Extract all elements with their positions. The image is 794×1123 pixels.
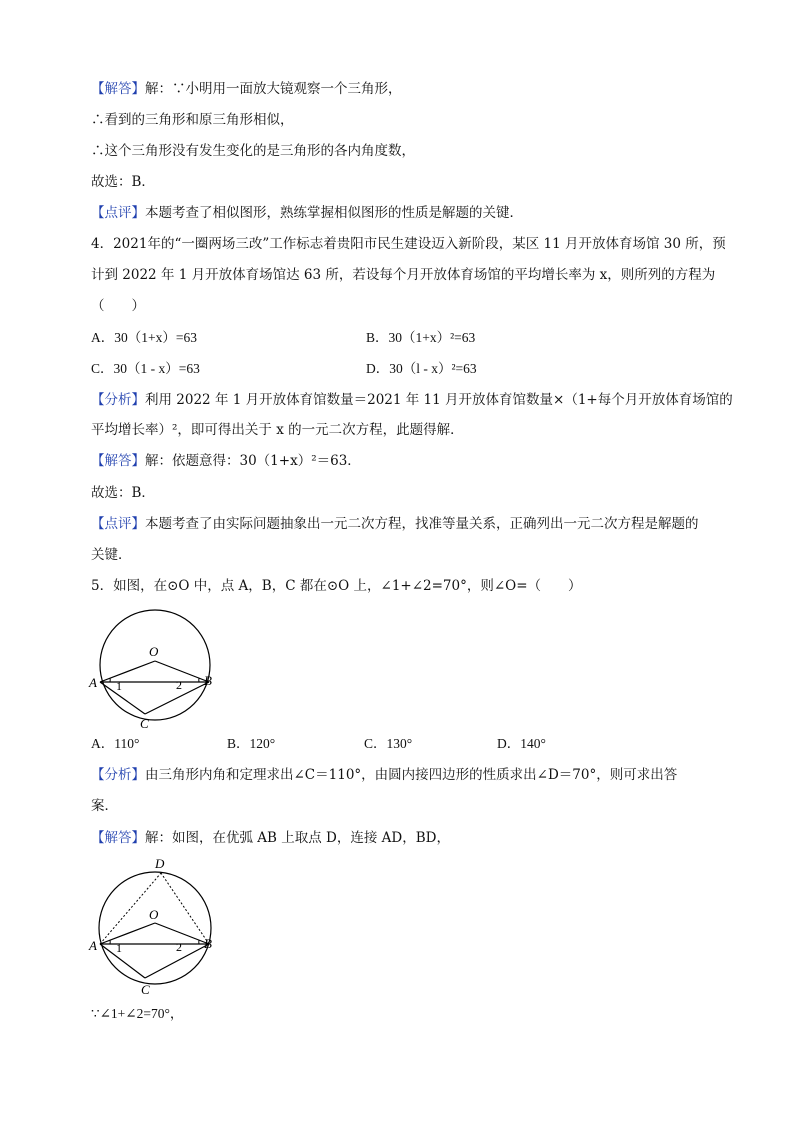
q5-analysis-line-1: 【分析】由三角形内角和定理求出∠C＝110°，由圆内接四边形的性质求出∠D＝70°，则可求出答 xyxy=(91,767,678,783)
analysis-tag: 【分析】 xyxy=(91,767,145,783)
q4-answer: 【解答】解：依题意得：30（1+x）²＝63． xyxy=(91,453,361,469)
circle-o xyxy=(100,610,210,720)
q3-answer-line-1: 【解答】解：∵小明用一面放大镜观察一个三角形， xyxy=(91,81,402,97)
q4-option-c: C．30（1 - x）=63 xyxy=(91,361,200,376)
q3-answer-line-2: ∴看到的三角形和原三角形相似， xyxy=(91,112,294,128)
label-2: 2 xyxy=(176,940,182,954)
label-o: O xyxy=(149,644,159,659)
label-2: 2 xyxy=(176,678,182,692)
q5-option-c: C．130° xyxy=(364,736,413,751)
q5-option-d: D．140° xyxy=(497,736,546,751)
label-1: 1 xyxy=(116,679,122,693)
label-d: D xyxy=(155,856,165,871)
comment-tag: 【点评】 xyxy=(91,205,145,221)
label-a: A xyxy=(89,675,97,690)
answer-tag: 【解答】 xyxy=(91,81,145,97)
q5-figure-1 xyxy=(85,600,225,735)
q4-choice: 故选：B． xyxy=(91,485,155,501)
q5-figure-2 xyxy=(85,852,225,1002)
answer-tag: 【解答】 xyxy=(91,453,145,469)
label-o: O xyxy=(149,907,159,922)
label-c: C xyxy=(141,982,150,997)
radius-ob xyxy=(155,923,209,944)
label-1: 1 xyxy=(116,941,122,955)
q4-analysis-line-1: 【分析】利用 2022 年 1 月开放体育馆数量＝2021 年 11 月开放体育馆数量×（1+每个月开放体育场馆的 xyxy=(91,392,733,408)
q4-comment-line-1: 【点评】本题考查了由实际问题抽象出一元二次方程，找准等量关系，正确列出一元二次方程是解题的 xyxy=(91,516,699,532)
q4-stem-line-2: 计到 2022 年 1 月开放体育场馆达 63 所，若设每个月开放体育场馆的平均增长率为 x，则所列的方程为 xyxy=(91,267,716,283)
q4-option-b: B．30（1+x）²=63 xyxy=(366,330,476,345)
radius-oa xyxy=(100,923,155,944)
comment-tag: 【点评】 xyxy=(91,516,145,532)
q4-option-d: D．30（l - x）²=63 xyxy=(366,361,477,376)
radius-oa xyxy=(100,661,155,682)
radius-ob xyxy=(155,661,209,682)
label-b: B xyxy=(204,673,212,688)
q4-comment-line-2: 关键． xyxy=(91,547,132,563)
label-a: A xyxy=(89,938,97,953)
q4-stem-line-3: （ ） xyxy=(91,298,145,314)
q4-option-a: A．30（1+x）=63 xyxy=(91,330,197,345)
analysis-tag: 【分析】 xyxy=(91,392,145,408)
q4-analysis-line-2: 平均增长率）²，即可得出关于 x 的一元二次方程，此题得解． xyxy=(91,422,464,438)
q5-analysis-line-2: 案． xyxy=(91,798,118,814)
label-c: C xyxy=(140,716,149,731)
q3-comment: 【点评】本题考查了相似图形，熟练掌握相似图形的性质是解题的关键． xyxy=(91,205,523,221)
circle-o xyxy=(99,872,211,984)
label-b: B xyxy=(204,936,212,951)
q5-stem: 5．如图，在⊙O 中，点 A，B，C 都在⊙O 上，∠1+∠2=70°，则∠O=（ ） xyxy=(91,578,582,594)
q5-option-b: B．120° xyxy=(227,736,276,751)
q4-stem-line-1: 4．2021年的“一圈两场三改”工作标志着贵阳市民生建设迈入新阶段，某区 11 月开放体育场馆 30 所，预 xyxy=(91,236,726,252)
q5-answer: 【解答】解：如图，在优弧 AB 上取点 D，连接 AD，BD， xyxy=(91,830,450,846)
segment-bd-dotted xyxy=(161,873,209,944)
q3-choice: 故选：B． xyxy=(91,174,155,190)
q3-answer-line-3: ∴这个三角形没有发生变化的是三角形的各内角度数， xyxy=(91,143,415,159)
q5-option-a: A．110° xyxy=(91,736,140,751)
answer-tag: 【解答】 xyxy=(91,830,145,846)
q5-since-line: ∵∠1+∠2=70°， xyxy=(91,1006,184,1021)
